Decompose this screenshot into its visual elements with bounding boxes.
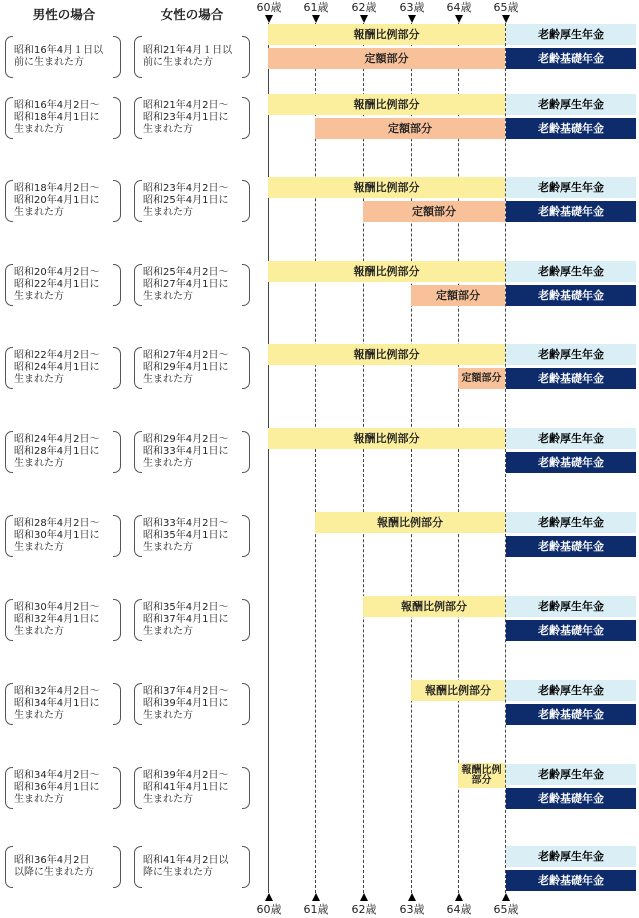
rourei-kiso-bar: 老齢基礎年金	[506, 118, 636, 139]
age-top-62: 62歳	[351, 1, 377, 14]
up-arrow-icon	[360, 893, 368, 901]
down-arrow-icon	[502, 15, 510, 23]
age-top-61: 61歳	[303, 1, 329, 14]
down-arrow-icon	[312, 15, 320, 23]
rourei-kiso-bar: 老齢基礎年金	[506, 285, 636, 306]
hourei-hirei-bar: 報酬比例部分	[411, 680, 505, 701]
male-birth-range	[5, 180, 121, 222]
rourei-kiso-bar: 老齢基礎年金	[506, 788, 636, 809]
down-arrow-icon	[360, 15, 368, 23]
female-birth-range-text: 昭和29年4月2日～ 昭和33年4月1日に 生まれた方	[143, 434, 229, 469]
male-birth-range	[5, 97, 121, 139]
age-bottom-62: 62歳	[351, 903, 377, 916]
female-birth-range	[134, 36, 250, 78]
age-top-63: 63歳	[399, 1, 425, 14]
hourei-hirei-bar: 報酬比例部分	[363, 596, 505, 617]
rourei-kousei-bar: 老齢厚生年金	[506, 261, 636, 282]
hourei-hirei-bar: 報酬比例部分	[268, 94, 505, 115]
female-birth-range-text: 昭和41年4月2日以 降に生まれた方	[143, 855, 229, 878]
rourei-kousei-bar: 老齢厚生年金	[506, 846, 636, 867]
male-birth-range	[5, 431, 121, 473]
female-birth-range	[134, 264, 250, 306]
hourei-hirei-bar: 報酬比例部分	[268, 261, 505, 282]
up-arrow-icon	[408, 893, 416, 901]
male-birth-range-text: 昭和32年4月2日～ 昭和34年4月1日に 生まれた方	[14, 686, 100, 721]
down-arrow-icon	[408, 15, 416, 23]
hourei-hirei-bar: 報酬比例部分	[315, 512, 505, 533]
male-birth-range-text: 昭和34年4月2日～ 昭和36年4月1日に 生まれた方	[14, 770, 100, 805]
up-arrow-icon	[265, 893, 273, 901]
male-birth-range	[5, 515, 121, 557]
age-top-64: 64歳	[446, 1, 472, 14]
rourei-kousei-bar: 老齢厚生年金	[506, 177, 636, 198]
rourei-kiso-bar: 老齢基礎年金	[506, 452, 636, 473]
rourei-kousei-bar: 老齢厚生年金	[506, 24, 636, 45]
age-bottom-61: 61歳	[303, 903, 329, 916]
male-birth-range-text: 昭和30年4月2日～ 昭和32年4月1日に 生まれた方	[14, 602, 100, 637]
teigaku-bar: 定額部分	[411, 285, 505, 306]
female-birth-range	[134, 347, 250, 389]
age-bottom-60: 60歳	[256, 903, 282, 916]
male-birth-range-text: 昭和16年4月１日以 前に生まれた方	[14, 45, 104, 68]
rourei-kousei-bar: 老齢厚生年金	[506, 512, 636, 533]
rourei-kiso-bar: 老齢基礎年金	[506, 536, 636, 557]
female-birth-range	[134, 767, 250, 809]
male-birth-range-text: 昭和16年4月2日～ 昭和18年4月1日に 生まれた方	[14, 100, 100, 135]
teigaku-bar: 定額部分	[315, 118, 505, 139]
age-top-65: 65歳	[493, 1, 519, 14]
rourei-kiso-bar: 老齢基礎年金	[506, 368, 636, 389]
male-birth-range	[5, 264, 121, 306]
age-line-61	[315, 23, 316, 893]
male-birth-range-text: 昭和28年4月2日～ 昭和30年4月1日に 生まれた方	[14, 518, 100, 553]
rourei-kousei-bar: 老齢厚生年金	[506, 344, 636, 365]
hourei-hirei-bar: 報酬比例部分	[268, 428, 505, 449]
female-birth-range-text: 昭和25年4月2日～ 昭和27年4月1日に 生まれた方	[143, 267, 229, 302]
male-birth-range	[5, 347, 121, 389]
female-birth-range-text: 昭和21年4月2日～ 昭和23年4月1日に 生まれた方	[143, 100, 229, 135]
female-birth-range	[134, 180, 250, 222]
female-birth-range-text: 昭和21年4月１日以 前に生まれた方	[143, 45, 233, 68]
age-bottom-65: 65歳	[493, 903, 519, 916]
hourei-hirei-bar: 報酬比例部分	[268, 177, 505, 198]
teigaku-bar: 定額部分	[363, 201, 505, 222]
hourei-hirei-bar: 報酬比例 部分	[458, 763, 505, 788]
hourei-hirei-bar: 報酬比例部分	[268, 344, 505, 365]
hourei-hirei-bar: 報酬比例部分	[268, 24, 505, 45]
rourei-kousei-bar: 老齢厚生年金	[506, 764, 636, 785]
up-arrow-icon	[455, 893, 463, 901]
rourei-kiso-bar: 老齢基礎年金	[506, 48, 636, 69]
male-birth-range	[5, 683, 121, 725]
female-birth-range	[134, 846, 250, 888]
male-birth-range-text: 昭和20年4月2日～ 昭和22年4月1日に 生まれた方	[14, 267, 100, 302]
age-bottom-63: 63歳	[399, 903, 425, 916]
male-birth-range-text: 昭和36年4月2日 以降に生まれた方	[14, 855, 94, 878]
rourei-kousei-bar: 老齢厚生年金	[506, 596, 636, 617]
female-column-header: 女性の場合	[160, 7, 224, 22]
female-birth-range	[134, 97, 250, 139]
teigaku-bar: 定額部分	[458, 368, 505, 389]
rourei-kiso-bar: 老齢基礎年金	[506, 870, 636, 891]
age-line-63	[411, 23, 412, 893]
down-arrow-icon	[455, 15, 463, 23]
female-birth-range	[134, 431, 250, 473]
female-birth-range	[134, 683, 250, 725]
rourei-kiso-bar: 老齢基礎年金	[506, 620, 636, 641]
female-birth-range-text: 昭和39年4月2日～ 昭和41年4月1日に 生まれた方	[143, 770, 229, 805]
female-birth-range-text: 昭和35年4月2日～ 昭和37年4月1日に 生まれた方	[143, 602, 229, 637]
female-birth-range	[134, 515, 250, 557]
age-line-60	[268, 23, 269, 893]
female-birth-range-text: 昭和33年4月2日～ 昭和35年4月1日に 生まれた方	[143, 518, 229, 553]
male-birth-range-text: 昭和22年4月2日～ 昭和24年4月1日に 生まれた方	[14, 350, 100, 385]
male-birth-range	[5, 767, 121, 809]
rourei-kousei-bar: 老齢厚生年金	[506, 680, 636, 701]
down-arrow-icon	[265, 15, 273, 23]
up-arrow-icon	[312, 893, 320, 901]
age-top-60: 60歳	[256, 1, 282, 14]
female-birth-range	[134, 599, 250, 641]
age-bottom-64: 64歳	[446, 903, 472, 916]
male-birth-range-text: 昭和24年4月2日～ 昭和28年4月1日に 生まれた方	[14, 434, 100, 469]
rourei-kousei-bar: 老齢厚生年金	[506, 428, 636, 449]
rourei-kiso-bar: 老齢基礎年金	[506, 704, 636, 725]
female-birth-range-text: 昭和23年4月2日～ 昭和25年4月1日に 生まれた方	[143, 183, 229, 218]
age-line-62	[363, 23, 364, 893]
male-birth-range	[5, 846, 121, 888]
female-birth-range-text: 昭和27年4月2日～ 昭和29年4月1日に 生まれた方	[143, 350, 229, 385]
up-arrow-icon	[502, 893, 510, 901]
rourei-kiso-bar: 老齢基礎年金	[506, 201, 636, 222]
teigaku-bar: 定額部分	[268, 48, 505, 69]
male-birth-range	[5, 599, 121, 641]
male-birth-range	[5, 36, 121, 78]
male-column-header: 男性の場合	[32, 7, 96, 22]
female-birth-range-text: 昭和37年4月2日～ 昭和39年4月1日に 生まれた方	[143, 686, 229, 721]
male-birth-range-text: 昭和18年4月2日～ 昭和20年4月1日に 生まれた方	[14, 183, 100, 218]
rourei-kousei-bar: 老齢厚生年金	[506, 94, 636, 115]
